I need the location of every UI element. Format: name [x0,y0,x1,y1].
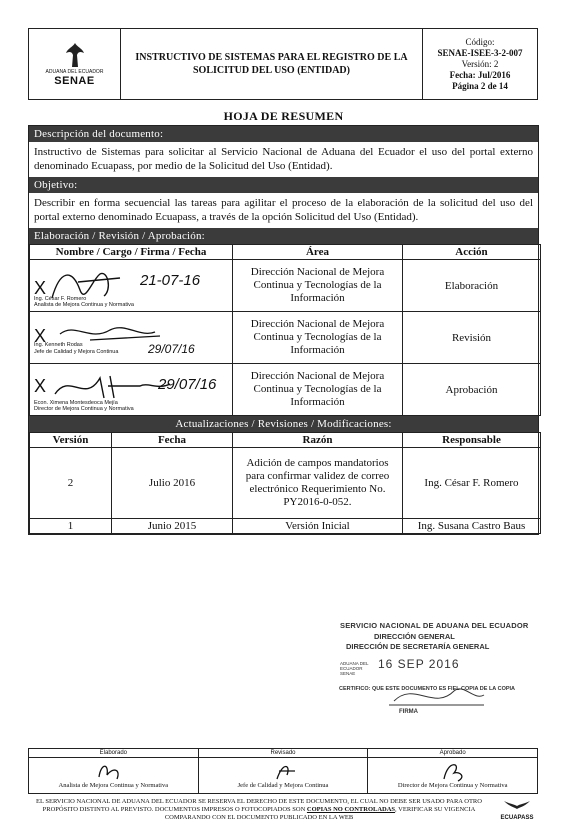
document-version: Versión: 2 [461,58,499,69]
area-cell: Dirección Nacional de Mejora Continua y Tecnologías de la Información [233,364,403,416]
version-cell: 2 [30,448,112,519]
footer-signatures [28,748,538,794]
stamp-date: 16 SEP 2016 [378,657,460,671]
responsible-cell: Ing. César F. Romero [403,448,541,519]
stamp-logo: ADUANA DEL ECUADOR SENAE [340,661,369,676]
action-cell: Revisión [403,312,541,364]
senae-logo [29,29,121,99]
column-header: Versión [30,433,112,448]
table-row [30,448,541,519]
objective-text: Describir en forma secuencial las tareas para agilitar el proceso de la elaboración de la solicitud del uso del portal externo denominado Ecuapass, a través de la opción Solicitud del Uso (Entidad). [34,197,533,223]
stamp-signature-icon [334,621,530,723]
objective-heading: Objetivo: [29,177,538,193]
stamp-signature-label: FIRMA [399,709,418,715]
signature-scribble-icon [30,312,230,364]
table-row [30,312,541,364]
document-date: Fecha: Jul/2016 [449,69,511,80]
reason-cell: Versión Inicial [233,519,403,534]
signer-role: Analista de Mejora Continua y Normativa [34,302,134,308]
updates-table [29,432,541,534]
disclaimer-bold: COPIAS NO CONTROLADAS [306,806,396,813]
footer-col-role: Jefe de Calidad y Mejora Continua [237,782,329,789]
stamp-line: DIRECCIÓN GENERAL [374,632,455,641]
disclaimer-part: , VERIFICAR SU VIGENCIA COMPARANDO CON EL DOCUMENTO PUBLICADO EN LA WEB [164,806,476,821]
version-cell: 1 [30,519,112,534]
column-header: Razón [233,433,403,448]
initials-scribble-icon [368,759,538,783]
initials-scribble-icon [199,759,369,783]
updates-heading: Actualizaciones / Revisiones / Modificaciones: [29,416,538,432]
signer-name: Ing. César F. Romero [34,296,87,302]
signature-date: 29/07/16 [148,342,195,356]
area-cell: Dirección Nacional de Mejora Continua y Tecnologías de la Información [233,260,403,312]
footer-col-head: Aprobado [368,749,537,758]
code-label: Código: [465,36,495,47]
mark-x: X [34,326,47,346]
disclaimer-text [28,798,490,822]
page-number: Página 2 de 14 [452,80,508,91]
signature-cell [30,260,233,312]
stamp-line: DIRECCIÓN DE SECRETARÍA GENERAL [346,642,490,651]
signature-date: 29/07/16 [158,376,217,393]
signer-name: Ing. Kenneth Rodas [34,342,83,348]
document-header [28,28,538,100]
column-header: Acción [403,245,541,260]
responsible-cell: Ing. Susana Castro Baus [403,519,541,534]
column-header: Nombre / Cargo / Firma / Fecha [30,245,233,260]
updates-header-row [30,433,541,448]
reason-cell: Adición de campos mandatorios para confirmar validez de correo electrónico Requerimiento No. PY2016-0-052. [233,448,403,519]
table-row [30,260,541,312]
signer-role: Director de Mejora Continua y Normativa [34,406,134,412]
stamp-certify: CERTIFICO: QUE ESTE DOCUMENTO ES FIEL COPIA DE LA COPIA [339,686,516,692]
signer-name: Econ. Ximena Montesdeoca Mejía [34,400,118,406]
logo-small-text: ADUANA DEL ECUADOR [45,69,104,75]
stamp-line: SERVICIO NACIONAL DE ADUANA DEL ECUADOR [340,621,529,630]
date-cell: Junio 2015 [112,519,233,534]
footer-col-revisado [199,749,369,793]
description-text: Instructivo de Sistemas para solicitar al Servicio Nacional de Aduana del Ecuador el uso del portal externo denominado Ecuapass, por medio de la Solicitud del Uso (Entidad). [34,146,533,172]
summary-title: HOJA DE RESUMEN [223,109,344,123]
signer-role: Jefe de Calidad y Mejora Continua [34,349,119,355]
description-heading: Descripción del documento: [29,126,538,142]
certification-stamp [334,621,530,723]
approval-heading: Elaboración / Revisión / Aprobación: [29,228,538,244]
column-header: Área [233,245,403,260]
footer-col-role: Director de Mejora Continua y Normativa [397,782,508,789]
document-title: INSTRUCTIVO DE SISTEMAS PARA EL REGISTRO DE LA SOLICITUD DEL USO (ENTIDAD) [121,29,423,99]
signature-cell [30,364,233,416]
area-cell: Dirección Nacional de Mejora Continua y Tecnologías de la Información [233,312,403,364]
ecuapass-wings-icon [502,797,532,811]
signature-cell [30,312,233,364]
summary-block [28,125,539,535]
table-row [30,519,541,534]
approval-table [29,244,541,416]
action-cell: Elaboración [403,260,541,312]
footer-col-role: Analista de Mejora Continua y Normativa [58,782,169,789]
logo-big-text: SENAE [54,75,95,87]
condor-icon [64,41,86,69]
document-code: SENAE-ISEE-3-2-007 [437,47,523,58]
footer-col-head: Revisado [199,749,368,758]
initials-scribble-icon [29,759,199,783]
document-meta [423,29,537,99]
column-header: Responsable [403,433,541,448]
footer-col-elaborado [29,749,199,793]
approval-header-row [30,245,541,260]
signature-date: 21-07-16 [140,272,201,289]
action-cell: Aprobación [403,364,541,416]
disclaimer-part: EL SERVICIO NACIONAL DE ADUANA DEL ECUADOR SE RESERVA EL DERECHO DE ESTE DOCUMENTO, EL CUAL NO DEBE SER USADO PARA OTRO PROPÓSITO DISTINTO AL PREVISTO. DOCUMENTOS IMPRESOS O FOTOCOPIADOS SON [36,798,482,813]
ecuapass-logo [492,797,542,821]
mark-x: X [34,278,47,298]
column-header: Fecha [112,433,233,448]
footer-col-head: Elaborado [29,749,198,758]
date-cell: Julio 2016 [112,448,233,519]
footer-col-aprobado [368,749,537,793]
ecuapass-text: ECUAPASS [500,815,534,821]
table-row [30,364,541,416]
mark-x: X [34,376,47,396]
